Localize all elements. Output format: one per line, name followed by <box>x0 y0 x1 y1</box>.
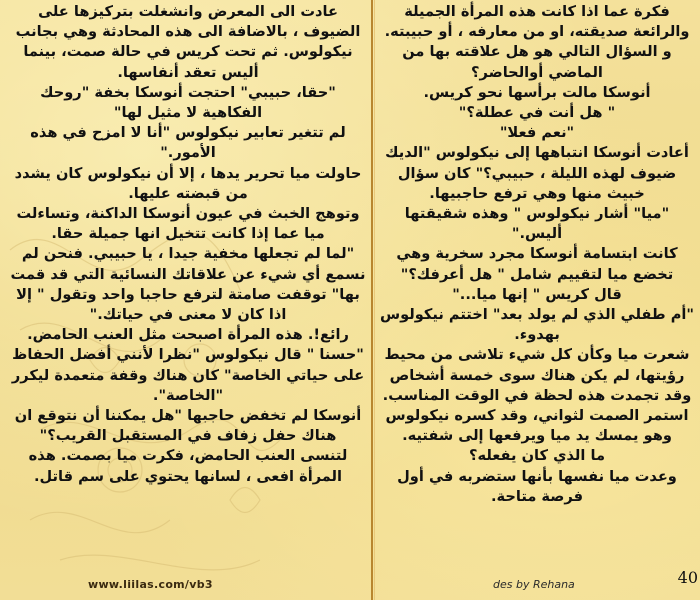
paragraph: "حسنا " قال نيكولوس "نظرا لأنني أفضل الحفاظ على حياتي الخاصة" كان هناك وقفة متعمدة ليكرر "الخاصة". <box>11 346 365 404</box>
paragraph: ما الذي كان يفعله؟ <box>469 447 605 465</box>
paragraph: رائع!. هذه المرأة اصبحت مثل العنب الحامض. <box>27 326 349 344</box>
paragraph: قال كريس " إنها ميا..." <box>452 285 622 303</box>
site-url-watermark: www.liilas.com/vb3 <box>88 578 213 591</box>
paragraph: استمر الصمت لثواني، وقد كسره نيكولوس وهو يمسك يد ميا ويرفعها إلى شفتيه. <box>385 407 689 445</box>
designer-credit: des by Rehana <box>493 578 575 591</box>
paragraph: "لما لم تجعلها مخفية جيدا ، يا حبيبي. فنحن لم نسمع أي شيء عن علاقاتك النسائية التي قد قمت بها" توقفت صامتة لترفع حاجبا واحد وتقول " إلا اذا كان لا معنى في حياتك." <box>10 245 366 324</box>
paragraph: لتنسى العنب الحامض، فكرت ميا بصمت. هذه المرأة افعى ، لسانها يحتوي على سم قاتل. <box>28 447 348 485</box>
paragraph: "أم طفلي الذي لم يولد بعد" اختتم نيكولوس بهدوء. <box>379 306 695 344</box>
column-divider <box>371 0 373 600</box>
paragraph: وعدت ميا نفسها بأنها ستضربه في أول فرصة متاحة. <box>397 467 677 505</box>
paragraph: كانت ابتسامة أنوسكا مجرد سخرية وهي تخضع ميا لتقييم شامل " هل أعرفك؟" <box>396 245 678 283</box>
paragraph: أنوسكا لم تخفض حاجبها "هل يمكننا أن نتوقع ان هناك حفل زفاف في المستقبل القريب؟" <box>14 407 362 445</box>
paragraph: "حقا، حبيبي" احتجت أنوسكا بخفة "روحك الفكاهية لا مثيل لها" <box>40 83 336 122</box>
paragraph: وتوهج الخبث في عيون أنوسكا الداكنة، وتساءلت ميا عما إذا كانت تتخيل انها جميلة حقا. <box>16 205 360 243</box>
paragraph: أنوسكا مالت برأسها نحو كريس. <box>423 83 651 101</box>
paragraph: شعرت ميا وكأن كل شيء تلاشى من محيط رؤيتها، لم يكن هناك سوى خمسة أشخاص وقد تجمدت هذه لحظة في الوقت المناسب. <box>382 346 692 404</box>
paragraph: عادت الى المعرض وانشغلت بتركيزها على الضيوف ، بالاضافة الى هذه المحادثة وهي بجانب نيكولوس. ثم تحت كريس في حالة صمت، بينما أليس تعقد أنفاسها. <box>15 3 361 81</box>
paragraph: فكرة عما اذا كانت هذه المرأة الجميلة والرائعة صديقته، او من معارفه ، أو حبيبته. و السؤال التالي هو هل علاقته بها من الماضي أوالحاضر؟ <box>384 3 690 81</box>
paragraph: "نعم فعلا" <box>499 124 575 142</box>
paragraph: أعادت أنوسكا انتباهها إلى نيكولوس "الديك ضيوف لهذه الليلة ، حبيبي؟" كان سؤال خبيث منها وهي ترفع حاجبيها. <box>385 144 689 202</box>
paragraph: حاولت ميا تحرير يدها ، إلا أن نيكولوس كان يشدد من قبضته عليها. <box>14 164 362 202</box>
left-text-column <box>8 2 368 562</box>
paragraph: " هل أنت في عطلة؟" <box>458 104 616 122</box>
paragraph: "ميا" أشار نيكولوس " وهذه شقيقتها أليس." <box>404 205 670 243</box>
right-text-column <box>378 2 696 562</box>
paragraph: لم تتغير تعابير نيكولوس "أنا لا امزح في هذه الأمور." <box>30 124 346 162</box>
page-number: 40 <box>677 568 698 587</box>
